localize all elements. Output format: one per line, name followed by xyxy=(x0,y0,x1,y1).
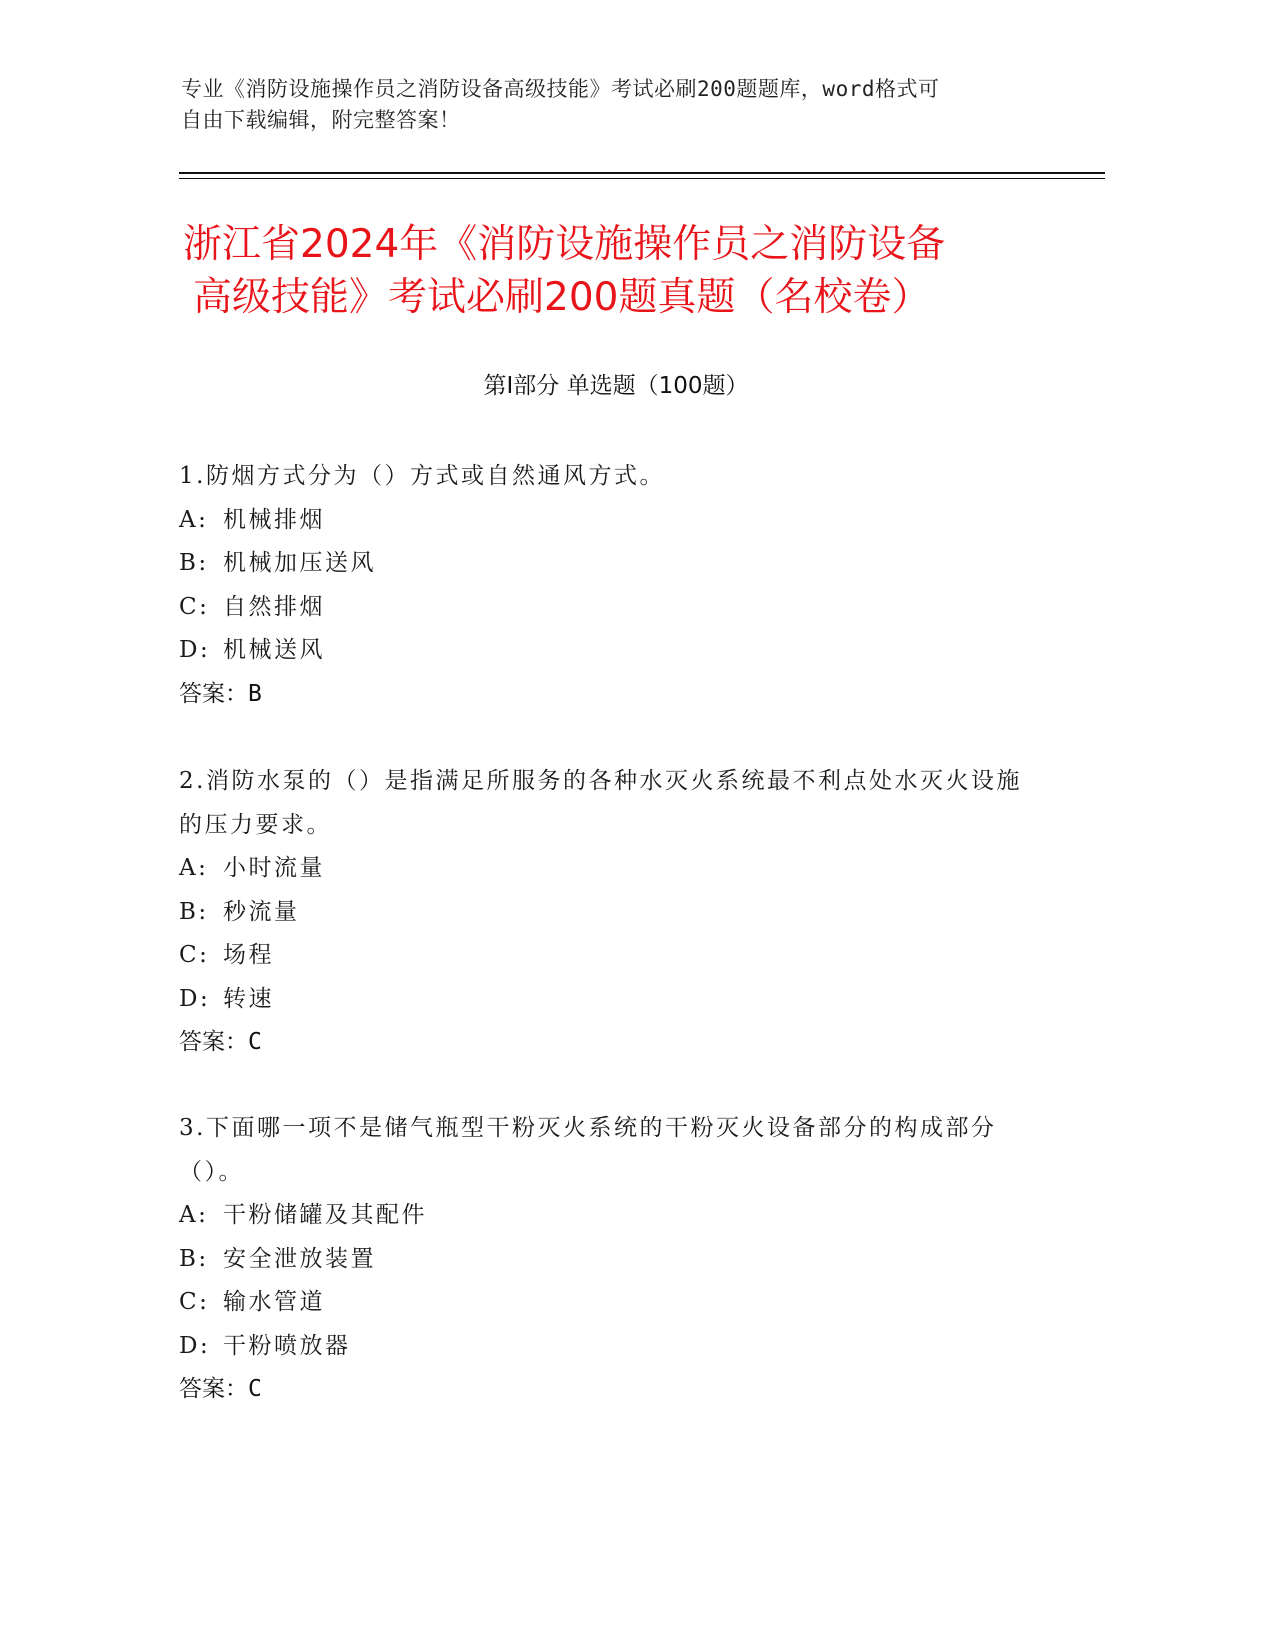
option-a xyxy=(179,847,1039,891)
option-a xyxy=(179,499,1039,543)
option-text: 输水管道 xyxy=(223,1289,325,1315)
option-b xyxy=(179,542,1039,586)
question-stem: 2.消防水泵的（）是指满足所服务的各种水灭火系统最不利点处水灭火设施的压力要求。 xyxy=(179,768,1022,838)
option-d xyxy=(179,1325,1039,1369)
answer-label: 答案： xyxy=(179,1376,248,1402)
section-heading: 第Ⅰ部分 单选题（100题） xyxy=(483,373,749,399)
option-key: D: xyxy=(179,1332,211,1359)
answer-value: C xyxy=(248,1029,262,1055)
answer-line xyxy=(179,1021,1039,1065)
answer-line xyxy=(179,1368,1039,1412)
option-key: A: xyxy=(179,855,209,881)
option-text: 小时流量 xyxy=(223,855,325,881)
header-note-line-1: 专业《消防设施操作员之消防设备高级技能》考试必刷200题题库，word格式可 xyxy=(181,77,940,101)
option-key: C: xyxy=(179,1289,210,1315)
question-stem: 1.防烟方式分为（）方式或自然通风方式。 xyxy=(179,463,665,489)
option-text: 场程 xyxy=(223,942,274,968)
header-note-line-2: 自由下载编辑，附完整答案！ xyxy=(181,108,461,132)
option-c xyxy=(179,586,1039,630)
answer-label: 答案： xyxy=(179,1029,248,1055)
option-c xyxy=(179,934,1039,978)
option-key: A: xyxy=(179,1202,209,1228)
document-title xyxy=(183,218,1063,324)
option-key: C: xyxy=(179,942,210,968)
option-key: B: xyxy=(179,898,209,925)
option-text: 机械加压送风 xyxy=(223,550,376,576)
question-1 xyxy=(179,455,1039,716)
option-key: C: xyxy=(179,593,210,620)
option-key: B: xyxy=(179,1245,209,1272)
document-title-line-1: 浙江省2024年《消防设施操作员之消防设备 xyxy=(183,222,946,267)
question-stem: 3.下面哪一项不是储气瓶型干粉灭火系统的干粉灭火设备部分的构成部分（）。 xyxy=(179,1115,997,1185)
option-key: B: xyxy=(179,550,209,576)
option-d xyxy=(179,629,1039,673)
answer-label: 答案： xyxy=(179,680,248,707)
answer-value: C xyxy=(248,1376,262,1402)
header-divider-thick xyxy=(179,172,1105,174)
option-text: 机械排烟 xyxy=(223,506,325,533)
option-text: 机械送风 xyxy=(223,637,325,663)
answer-value: B xyxy=(248,680,262,707)
option-text: 干粉储罐及其配件 xyxy=(223,1202,427,1228)
option-text: 干粉喷放器 xyxy=(223,1332,351,1359)
option-b xyxy=(179,891,1039,935)
header-divider-thin xyxy=(179,178,1105,179)
option-a xyxy=(179,1194,1039,1238)
option-text: 自然排烟 xyxy=(223,593,325,620)
option-key: D: xyxy=(179,985,211,1012)
option-text: 安全泄放装置 xyxy=(223,1245,376,1272)
option-d xyxy=(179,978,1039,1022)
question-2 xyxy=(179,760,1039,1065)
header-note xyxy=(181,74,1041,136)
document-title-line-2: 高级技能》考试必刷200题真题（名校卷） xyxy=(193,275,931,320)
option-key: A: xyxy=(179,506,209,533)
answer-line xyxy=(179,673,1039,717)
option-c xyxy=(179,1281,1039,1325)
option-text: 转速 xyxy=(223,985,274,1012)
question-3 xyxy=(179,1107,1039,1412)
option-key: D: xyxy=(179,637,211,663)
option-text: 秒流量 xyxy=(223,898,300,925)
option-b xyxy=(179,1238,1039,1282)
